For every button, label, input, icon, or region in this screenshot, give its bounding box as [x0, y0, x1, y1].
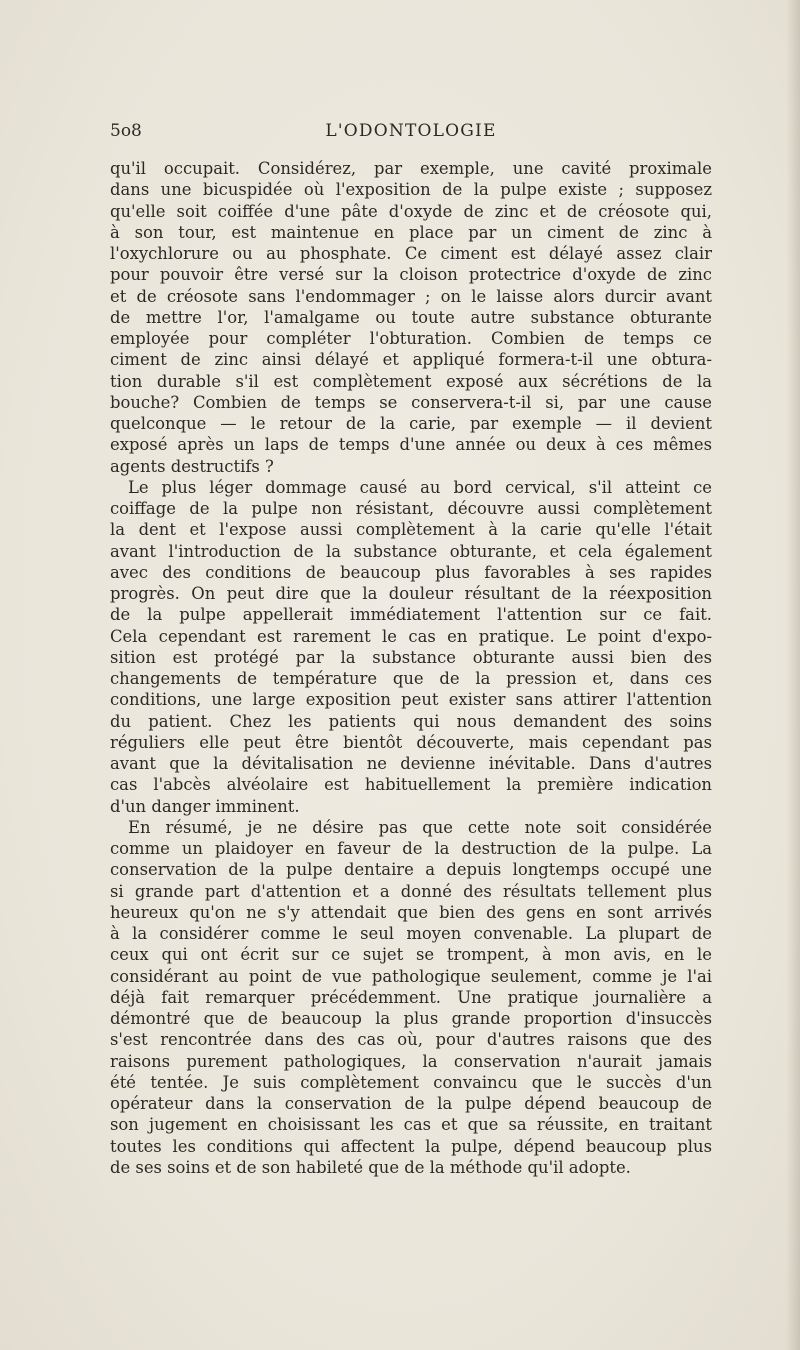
text-line: de mettre l'or, l'amalgame ou toute autre substance obturante	[110, 307, 712, 327]
text-line: progrès. On peut dire que la douleur résultant de la réexposition	[110, 584, 712, 603]
text-line: sition est protégé par la substance obturante aussi bien des	[110, 647, 712, 667]
text-line: ceux qui ont écrit sur ce sujet se trompent, à mon avis, en le	[110, 945, 712, 965]
text-line: dans une bicuspidée où l'exposition de la pulpe existe ; supposez	[110, 180, 712, 200]
text-line: son jugement en choisissant les cas et que sa réussite, en traitant	[110, 1115, 712, 1135]
text-line: la dent et l'expose aussi complètement à la carie qu'elle l'était	[110, 520, 712, 540]
text-line: exposé après un laps de temps d'une année ou deux à ces mêmes	[110, 435, 712, 455]
text-line: qu'elle soit coiffée d'une pâte d'oxyde de zinc et de créosote qui,	[110, 201, 712, 221]
text-line: En résumé, je ne désire pas que cette note soit considérée	[128, 817, 712, 837]
text-line: avec des conditions de beaucoup plus favorables à ses rapides	[110, 562, 712, 582]
text-line: avant l'introduction de la substance obturante, et cela également	[110, 541, 712, 561]
text-line: tion durable s'il est complètement exposé aux sécrétions de la	[110, 371, 712, 391]
page-header	[110, 118, 712, 144]
text-line: quelconque — le retour de la carie, par exemple — il devient	[110, 414, 712, 433]
text-line: raisons purement pathologiques, la conservation n'aurait jamais	[110, 1051, 712, 1071]
page-number: 5o8	[110, 121, 142, 141]
text-line: de ses soins et de son habileté que de la méthode qu'il adopte.	[110, 1157, 631, 1177]
text-line: et de créosote sans l'endommager ; on le laisse alors durcir avant	[110, 286, 712, 306]
text-line: ciment de zinc ainsi délayé et appliqué formera-t-il une obtura-	[110, 350, 712, 370]
text-line: pour pouvoir être versé sur la cloison protectrice d'oxyde de zinc	[110, 265, 712, 285]
running-title: L'ODONTOLOGIE	[325, 121, 497, 141]
text-line: heureux qu'on ne s'y attendait que bien des gens en sont arrivés	[110, 902, 712, 922]
text-line: toutes les conditions qui affectent la pulpe, dépend beaucoup plus	[110, 1136, 712, 1156]
text-line: changements de température que de la pression et, dans ces	[110, 669, 712, 688]
text-line: l'oxychlorure ou au phosphate. Ce ciment est délayé assez clair	[110, 244, 712, 263]
text-line: à son tour, est maintenue en place par un ciment de zinc à	[110, 222, 712, 242]
text-line: de la pulpe appellerait immédiatement l'attention sur ce fait.	[110, 605, 712, 625]
text-line: Cela cependant est rarement le cas en pratique. Le point d'expo-	[110, 626, 712, 646]
text-line: s'est rencontrée dans des cas où, pour d'autres raisons que des	[110, 1030, 712, 1050]
text-line: réguliers elle peut être bientôt découverte, mais cependant pas	[110, 732, 712, 752]
text-line: qu'il occupait. Considérez, par exemple, une cavité proximale	[110, 159, 712, 178]
text-line: avant que la dévitalisation ne devienne inévitable. Dans d'autres	[110, 754, 712, 773]
text-line: démontré que de beaucoup la plus grande proportion d'insuccès	[110, 1009, 712, 1028]
text-line: considérant au point de vue pathologique seulement, comme je l'ai	[110, 966, 712, 986]
text-line: bouche? Combien de temps se conservera-t-il si, par une cause	[110, 392, 712, 412]
text-line: à la considérer comme le seul moyen convenable. La plupart de	[110, 924, 712, 943]
text-line: coiffage de la pulpe non résistant, découvre aussi complètement	[110, 499, 712, 518]
text-line: Le plus léger dommage causé au bord cervical, s'il atteint ce	[128, 477, 712, 497]
text-line: agents destructifs ?	[110, 456, 274, 476]
text-line: opérateur dans la conservation de la pulpe dépend beaucoup de	[110, 1094, 712, 1113]
text-line: cas l'abcès alvéolaire est habituellement la première indication	[110, 775, 712, 795]
text-line: d'un danger imminent.	[110, 796, 300, 816]
text-line: employée pour compléter l'obturation. Combien de temps ce	[110, 329, 712, 348]
page-edge-shadow	[786, 0, 800, 1350]
text-line: si grande part d'attention et a donné des résultats tellement plus	[110, 881, 712, 901]
body-text	[110, 158, 712, 1178]
text-line: conservation de la pulpe dentaire a depuis longtemps occupé une	[110, 860, 712, 880]
text-line: été tentée. Je suis complètement convaincu que le succès d'un	[110, 1072, 712, 1092]
text-line: comme un plaidoyer en faveur de la destruction de la pulpe. La	[110, 839, 712, 858]
text-line: conditions, une large exposition peut exister sans attirer l'attention	[110, 690, 712, 710]
text-line: du patient. Chez les patients qui nous demandent des soins	[110, 711, 712, 731]
text-line: déjà fait remarquer précédemment. Une pratique journalière a	[110, 987, 712, 1007]
